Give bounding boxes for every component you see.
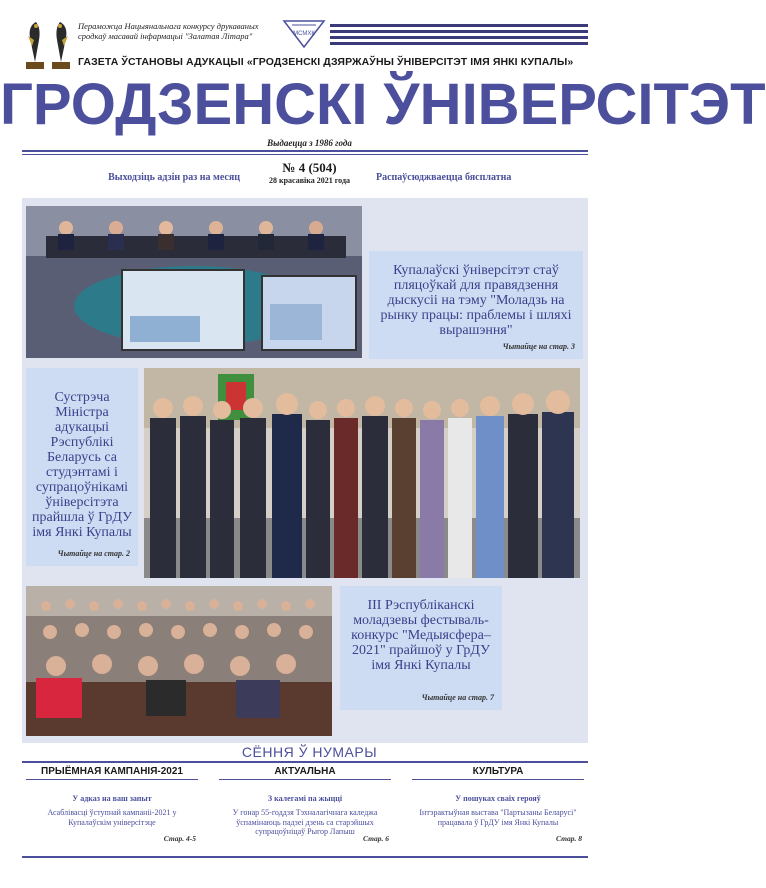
contents-rule — [22, 761, 588, 763]
university-emblem-icon — [282, 19, 326, 49]
award-caption — [78, 21, 278, 41]
issue-number: № 4 (504) — [282, 160, 337, 175]
story-headline: Сустрэча Міністра адукацыі Рэспублікі Беларусь са студэнтамі і супрацоўнікамі ўніверсітэта прайшла ў ГрДУ імя Янкі Купалы — [31, 390, 133, 540]
in-this-issue-title: СЁННЯ Ў НУМАРЫ — [241, 744, 378, 760]
rubric-rule — [219, 779, 391, 780]
founder-line: ГАЗЕТА ЎСТАНОВЫ АДУКАЦЫІ «ГРОДЗЕНСКІ ДЗЯРЖАЎНЫ ЎНІВЕРСІТЭТ ІМЯ ЯНКІ КУПАЛЫ» — [78, 56, 574, 68]
story-page-ref[interactable]: Чытайце на стар. 7 — [421, 693, 494, 702]
newspaper-title: ГРОДЗЕНСКІ ЎНІВЕРСІТЭТ — [0, 72, 766, 137]
contents-subtitle: У адказ на ваш запыт — [72, 794, 152, 803]
story-page-ref[interactable]: Чытайце на стар. 2 — [57, 549, 130, 558]
story-headline: III Рэспубліканскі моладзевы фестываль-конкурс "Медыясфера–2021" прайшоў у ГрДУ імя Янкі Купалы — [351, 598, 491, 673]
contents-description: Асаблівасці ўступнай кампаніі-2021 у Купалаўскім універсітэце — [47, 808, 177, 827]
story-headline: Купалаўскі ўніверсітэт стаў пляцоўкай для правядзення дыскусіі на тэму "Моладзь на рынку працы: праблемы і шляхі вырашэння" — [380, 263, 572, 338]
contents-column-topical[interactable] — [215, 764, 395, 850]
story-card-media-festival[interactable] — [340, 586, 502, 710]
rubric-rule — [26, 779, 198, 780]
contents-column-culture[interactable] — [408, 764, 588, 850]
rubric-rule — [412, 779, 584, 780]
media-festival-audience-photo[interactable] — [26, 586, 332, 736]
rubric-label: ПРЫЁМНАЯ КАМПАНІЯ-2021 — [41, 766, 183, 777]
issue-date: 28 красавіка 2021 года — [269, 176, 350, 185]
front-page-content — [22, 198, 588, 743]
issue-box — [249, 157, 370, 191]
golden-letter-award-icon — [22, 18, 74, 70]
masthead-stripes — [330, 24, 588, 50]
contents-description: Інтэрактыўная выстава "Партызаны Беларусі" працавала ў ГрДУ імя Янкі Купалы — [419, 808, 577, 827]
award-line-1: Пераможца Нацыянальнага конкурсу друкаваных — [78, 21, 259, 31]
story-page-ref[interactable]: Чытайце на стар. 3 — [502, 342, 575, 351]
rubric-label: КУЛЬТУРА — [472, 766, 524, 777]
rubric-label: АКТУАЛЬНА — [274, 766, 336, 777]
story-card-minister-meeting[interactable] — [26, 368, 138, 566]
contents-page-ref[interactable]: Стар. 4-5 — [163, 834, 196, 843]
published-since: Выдаецца з 1986 года — [267, 138, 352, 148]
distribution-note: Распаўсюджваецца бясплатна — [376, 172, 512, 183]
contents-subtitle: З калегамі па жыцці — [267, 794, 343, 803]
award-line-2: сродкаў масавай інфармацыі "Залатая Літара" — [78, 31, 253, 41]
story-card-labour-market[interactable] — [369, 251, 583, 359]
conference-photo[interactable] — [26, 206, 362, 358]
frequency-note: Выходзіць адзін раз на месяц — [108, 172, 240, 183]
contents-description: У гонар 55-годдзя Тэхналагічнага каледжа ўспамінаюць падзеі дзень са старэйшых супрацоўніцаў Рыгор Лапыш — [232, 808, 378, 836]
contents-subtitle: У пошуках сваіх герояў — [455, 794, 541, 803]
bottom-rule — [22, 856, 588, 858]
contents-page-ref[interactable]: Стар. 6 — [363, 834, 389, 843]
contents-column-admission[interactable] — [22, 764, 202, 850]
contents-page-ref[interactable]: Стар. 8 — [556, 834, 582, 843]
minister-group-photo[interactable] — [144, 368, 580, 578]
emblem-text: МСМХК — [293, 31, 315, 37]
